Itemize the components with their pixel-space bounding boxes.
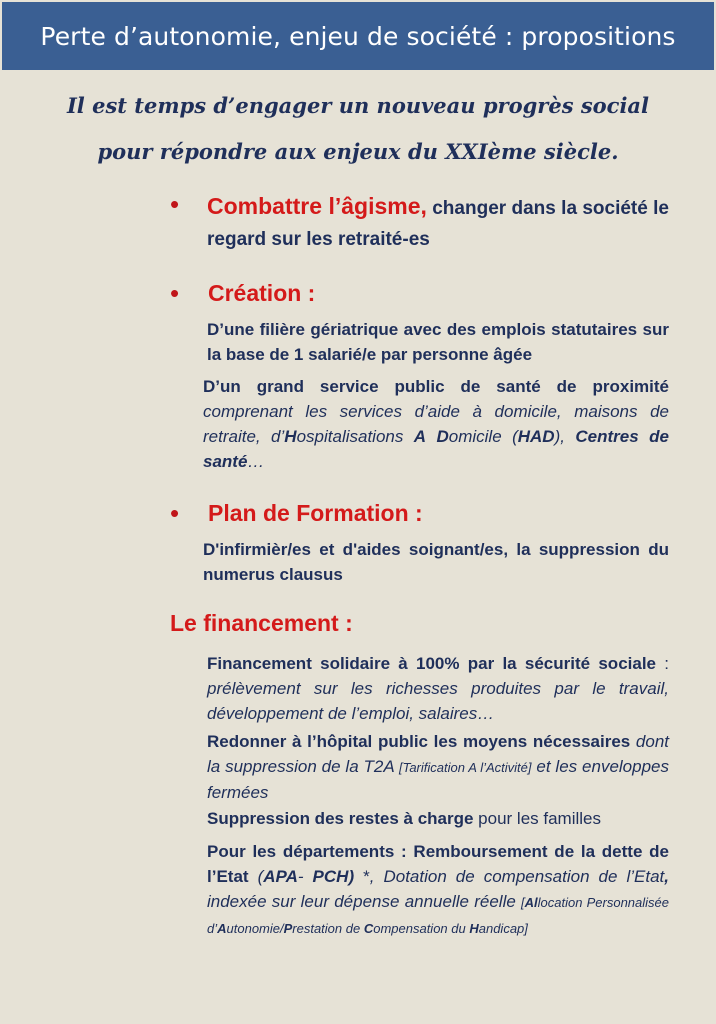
fin-p1-text: prélèvement sur les richesses produites par le travail, développement de l’emploi, salaires…	[207, 679, 669, 723]
agisme-heading: Combattre l’âgisme,	[207, 193, 427, 219]
fin-p4-small: [	[521, 895, 525, 910]
fin-p4-small-bold: H	[469, 921, 479, 936]
tagline-line-2: pour répondre aux enjeux du XXIème siècle.	[97, 139, 619, 164]
bullet-icon: •	[170, 189, 180, 219]
fin-p1-bold: Financement solidaire à 100% par la sécurité sociale	[207, 654, 656, 673]
creation-p2-text	[426, 427, 436, 446]
financement-paragraph-3	[207, 806, 669, 831]
fin-p4-small: restation de	[292, 921, 364, 936]
fin-p4-small: location Personnalisée d’	[207, 895, 669, 936]
page-title: Perte d’autonomie, enjeu de société : propositions	[40, 21, 676, 51]
fin-p4-small-bold: Al	[524, 895, 538, 910]
fin-p1-colon: :	[656, 654, 669, 673]
creation-p2-text: …	[247, 452, 265, 471]
creation-p2-d: D	[436, 427, 449, 446]
financement-paragraph-2	[207, 729, 669, 805]
financement-heading: Le financement :	[170, 610, 353, 636]
fin-p4-pch: PCH)	[312, 867, 355, 886]
creation-heading: Création :	[208, 280, 316, 306]
tagline-line-1: Il est temps d’engager un nouveau progrès social	[66, 93, 650, 118]
creation-p2-text: ),	[554, 427, 576, 446]
agisme-text: changer dans la société le regard sur les retraité-es	[207, 198, 670, 250]
fin-p2-bold: Redonner à l’hôpital public les moyens nécessaires	[207, 732, 631, 751]
fin-p4-bold: Pour les départements : Remboursement de la dette de l’Etat	[207, 842, 669, 886]
fin-p4-small-bold: C	[363, 921, 374, 936]
fin-p4-small-bold: P	[283, 921, 293, 936]
creation-p2-a: A	[413, 427, 427, 446]
fin-p4-comma: ,	[664, 867, 669, 886]
creation-p2-bold: D’un grand service public de santé de proximité	[203, 377, 669, 396]
creation-paragraph-1: D’une filière gériatrique avec des emplois statutaires sur la base de 1 salarié/e par personne âgée	[207, 320, 669, 364]
formation-paragraph: D'infirmièr/es et d'aides soignant/es, la suppression du numerus clausus	[203, 540, 669, 584]
formation-heading: Plan de Formation :	[208, 500, 423, 526]
fin-p4-text: (	[248, 867, 264, 886]
creation-p2-text: ospitalisations	[296, 427, 414, 446]
bullet-icon: •	[170, 278, 180, 308]
fin-p4-small: ompensation du	[373, 921, 470, 936]
fin-p4-small: andicap]	[478, 921, 528, 936]
fin-p4-text: -	[297, 867, 313, 886]
fin-p4-text: indexée sur leur dépense annuelle réelle	[207, 892, 522, 911]
fin-p3-text: pour les familles	[473, 809, 602, 828]
fin-p4-apa: APA	[263, 867, 298, 886]
fin-p4-star: *	[354, 867, 370, 886]
fin-p3-bold: Suppression des restes à charge	[207, 809, 474, 828]
financement-paragraph-1	[207, 651, 669, 726]
fin-p4-small: utonomie/	[226, 921, 284, 936]
fin-p4-small-bold: A	[217, 921, 227, 936]
creation-p2-text: comprenant les services d’aide à domicile, maisons de retraite, d’	[203, 402, 669, 446]
agisme-paragraph	[207, 192, 669, 255]
bullet-formation	[170, 499, 670, 527]
bullet-icon: •	[170, 498, 180, 528]
financement-paragraph-4	[207, 839, 669, 941]
page-header	[2, 2, 714, 70]
fin-p2-small: [Tarification A l’Activité]	[398, 760, 532, 775]
fin-p4-text: , Dotation de compensation de l’Etat	[369, 867, 665, 886]
creation-p2-centres: Centres de santé	[203, 427, 669, 471]
creation-p2-had: HAD	[517, 427, 555, 446]
bullet-creation	[170, 279, 670, 307]
fin-p2-text-end: et les enveloppes fermées	[207, 757, 669, 802]
creation-p2-h: H	[284, 427, 297, 446]
creation-p2-text: omicile (	[448, 427, 518, 446]
fin-p2-text: dont la suppression de la T2A	[207, 732, 670, 776]
creation-paragraph-2	[203, 374, 669, 474]
